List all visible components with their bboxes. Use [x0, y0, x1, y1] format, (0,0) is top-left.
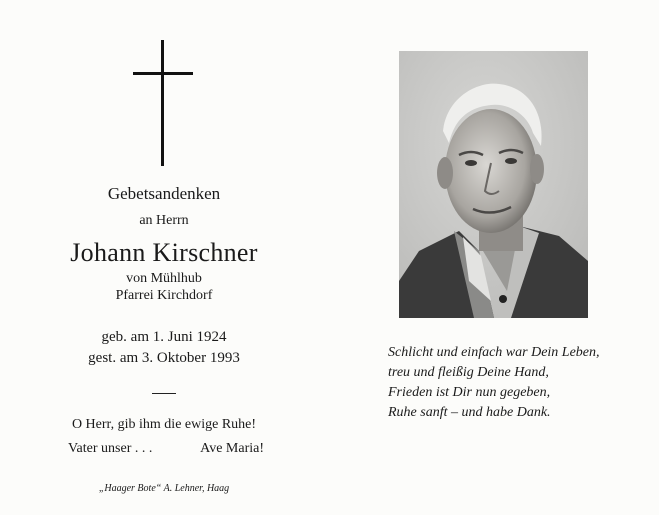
- poem-line: Ruhe sanft – und habe Dank.: [388, 405, 551, 420]
- prayer-line: O Herr, gib ihm die ewige Ruhe!: [71, 417, 257, 432]
- poem-line: Frieden ist Dir nun gegeben,: [388, 385, 551, 400]
- poem: [388, 343, 638, 423]
- divider-line: [152, 393, 176, 394]
- card-heading: Gebetsandenken: [107, 184, 221, 203]
- origin-text: von Mühlhub: [126, 271, 202, 286]
- salutation: an Herrn: [139, 213, 189, 228]
- portrait-photo: [399, 51, 588, 318]
- latin-cross-icon: [133, 40, 193, 166]
- vater-unser-text: Vater unser . . .: [68, 441, 153, 456]
- ave-maria-text: Ave Maria!: [200, 441, 264, 456]
- printer-credit: „Haager Bote“ A. Lehner, Haag: [98, 483, 230, 494]
- death-date: gest. am 3. Oktober 1993: [88, 350, 240, 366]
- poem-line: Schlicht und einfach war Dein Leben,: [388, 345, 600, 360]
- deceased-name: Johann Kirschner: [70, 238, 258, 267]
- birth-date: geb. am 1. Juni 1924: [101, 329, 227, 345]
- parish-text: Pfarrei Kirchdorf: [115, 288, 213, 303]
- poem-line: treu und fleißig Deine Hand,: [388, 365, 549, 380]
